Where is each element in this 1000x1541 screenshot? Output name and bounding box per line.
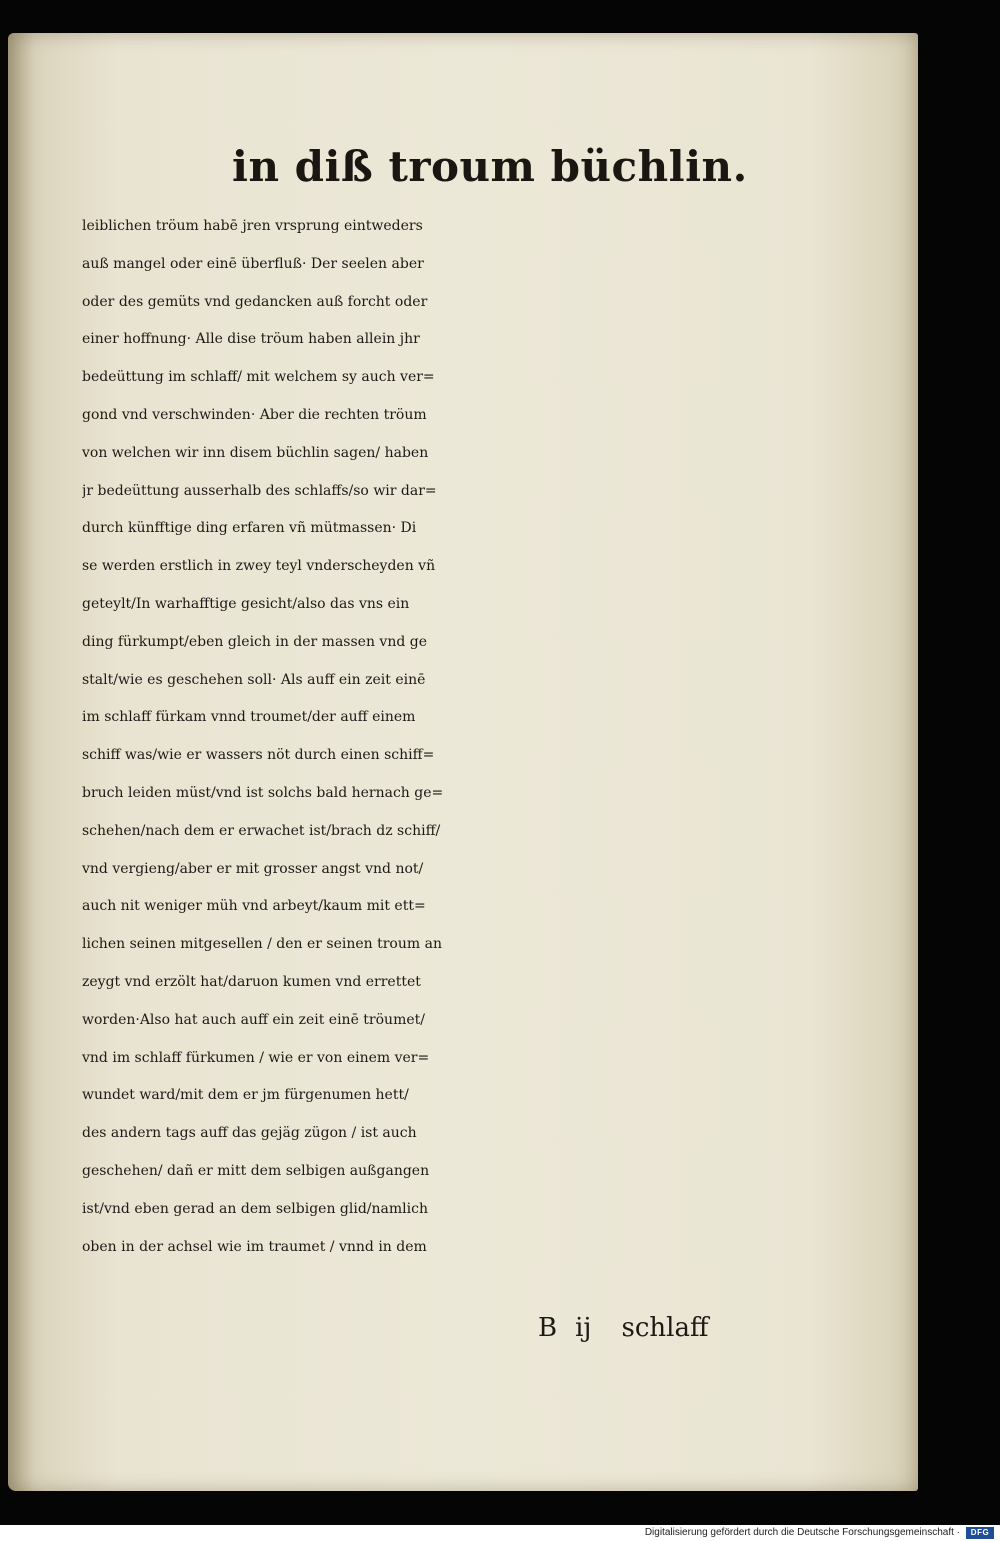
text-line: stalt/wie es geschehen soll· Als auff ein zeit einē [82, 671, 426, 688]
text-line: oder des gemüts vnd gedancken auß forcht oder [82, 293, 428, 310]
text-line: jr bedeüttung ausserhalb des schlaffs/so wir dar= [82, 482, 437, 499]
footer-credit: Digitalisierung gefördert durch die Deutsche Forschungsgemeinschaft · [644, 1527, 960, 1538]
text-line: schiff was/wie er wassers nöt durch einen schiff= [82, 747, 435, 764]
text-line: zeygt vnd erzölt hat/daruon kumen vnd errettet [82, 973, 421, 990]
text-line: worden·Also hat auch auff ein zeit einē tröumet/ [82, 1011, 425, 1028]
text-line: auch nit weniger müh vnd arbeyt/kaum mit ett= [82, 898, 426, 915]
text-line: leiblichen tröum habē jren vrsprung eintweders [82, 218, 423, 234]
text-line: bruch leiden müst/vnd ist solchs bald hernach ge= [82, 784, 444, 801]
text-line: geteylt/In warhafftige gesicht/also das vns ein [82, 595, 410, 612]
text-line: se werden erstlich in zwey teyl vnderscheyden vñ [82, 558, 436, 575]
signature-mark: B [538, 1313, 558, 1343]
text-line: geschehen/ dañ er mitt dem selbigen außgangen [82, 1162, 430, 1179]
text-line: vnd im schlaff fürkumen / wie er von einem ver= [82, 1049, 430, 1066]
body-text [82, 208, 782, 1266]
text-line: oben in der achsel wie im traumet / vnnd in dem [82, 1238, 427, 1255]
text-line: vnd vergieng/aber er mit grosser angst vnd not/ [82, 860, 424, 877]
text-line: im schlaff fürkam vnnd troumet/der auff einem [82, 709, 416, 726]
text-line: ist/vnd eben gerad an dem selbigen glid/namlich [82, 1200, 428, 1217]
text-line: schehen/nach dem er erwachet ist/brach dz schiff/ [82, 822, 441, 839]
text-line: einer hoffnung· Alle dise tröum haben allein jhr [82, 331, 420, 348]
text-line: des andern tags auff das gejäg zügon / ist auch [82, 1125, 417, 1142]
text-line: bedeüttung im schlaff/ mit welchem sy auch ver= [82, 369, 435, 386]
text-line: lichen seinen mitgesellen / den er seinen troum an [82, 936, 442, 953]
signature-line [538, 1306, 758, 1350]
dfg-logo: DFG [966, 1527, 994, 1539]
text-line: gond vnd verschwinden· Aber die rechten tröum [82, 406, 427, 423]
running-header: in diß troum büchlin. [232, 142, 748, 191]
catchword: schlaff [621, 1313, 709, 1343]
signature-number: ij [575, 1313, 592, 1343]
text-line: wundet ward/mit dem er jm fürgenumen hett/ [82, 1087, 409, 1104]
text-line: von welchen wir inn disem büchlin sagen/ haben [82, 444, 429, 461]
footer-bar [0, 1525, 1000, 1541]
text-line: ding fürkumpt/eben gleich in der massen vnd ge [82, 633, 428, 650]
text-line: durch künfftige ding erfaren vñ mütmassen· Di [82, 520, 417, 537]
text-line: auß mangel oder einē überfluß· Der seelen aber [82, 255, 424, 272]
